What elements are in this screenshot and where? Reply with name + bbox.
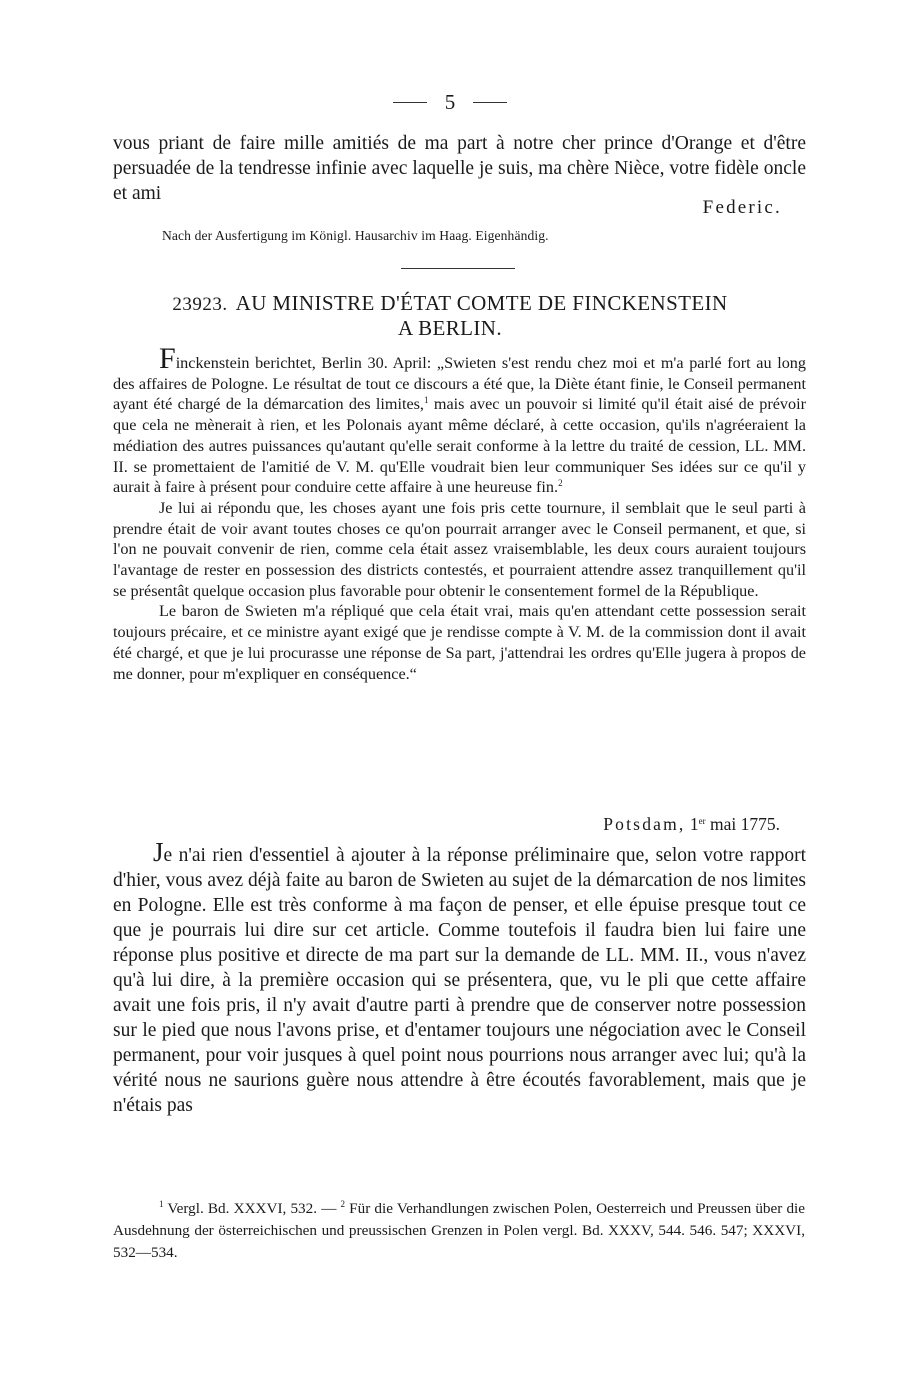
reply-paragraph (113, 837, 806, 1118)
reply-text: e n'ai rien d'essentiel à ajouter à la réponse préliminaire que, selon votre rapport d'hier, vous avez déjà faite au baron de Swieten au sujet de la démarcation de nos limites en Pologne. Elle est très conforme à ma façon de penser, et elle épuise presque tout ce que je pourrais lui dire sur cet article. Comme toutefois il faudra bien lui faire une réponse plus positive et directe de ma part sur la demande de LL. MM. II., vous n'avez qu'à lui dire, à la première occasion qui se présentera, que, vu le pli que cette affaire avait une fois pris, il n'y avait d'autre parti à prendre que de conserver notre possession sur le pied que nous l'avons prise, et d'entamer toujours une négociation avec le Conseil permanent, pour voir jusques à quel point nous pourrions nous arranger avec lui; qu'à la vérité nous ne saurions guère nous attendre à être écoutés favorablement, mais que je n'étais pas (113, 845, 806, 1116)
report-paragraph-3: Le baron de Swieten m'a répliqué que cela était vrai, mais qu'en attendant cette possession serait toujours précaire, et ce ministre ayant exigé que je rendisse compte à V. M. de la commission dont il avait été chargé, et que je lui procurasse une réponse de Sa part, j'attendrai les ordres qu'Elle jugera à propos de me donner, pour m'expliquer en conséquence.“ (113, 602, 806, 683)
footnote-2-text: Für die Verhandlungen zwischen Polen, Oesterreich und Preussen über die Ausdehnung der österreichischen und preussischen Grenzen in Polen vergl. Bd. XXXV, 544. 546. 547; XXXVI, 532—534. (113, 1200, 805, 1261)
header-dash-left (393, 102, 427, 103)
report-initial: F (159, 342, 176, 375)
header-dash-right (473, 102, 507, 103)
footnote-paragraph (113, 1198, 805, 1264)
place-date (603, 814, 780, 835)
letter-heading (0, 291, 900, 316)
source-note: Nach der Ausfertigung im Königl. Hausarchiv im Haag. Eigenhändig. (162, 228, 549, 243)
footnote-ref-1[interactable]: 1 (423, 395, 429, 406)
report-paragraph-1 (113, 342, 806, 498)
letter-title-line1: AU MINISTRE D'ÉTAT COMTE DE FINCKENSTEIN (235, 291, 728, 315)
signature: Federic. (702, 197, 782, 218)
footnote-mark-1: 1 (159, 1199, 164, 1209)
report-p1-text: inckenstein berichtet, Berlin 30. April: „Swieten s'est rendu chez moi et m'a parlé fort au long des affaires de Pologne. Le résultat de tout ce discours a été que, la Diète étant finie, le Conseil permanent ayant été chargé de la démarcation des limites, (113, 354, 806, 414)
report-p1-text-cont: mais avec un pouvoir si limité qu'il était aisé de prévoir que cela ne mènerait à rien, et les Polonais ayant même déclaré, à cette occasion, qu'ils n'agréeraient la médiation des autres puissances qu'autant qu'elle serait conforme à la lettre du traité de cession, LL. MM. II. se promettaient de l'amitié de V. M. qu'Elle voudrait bien leur communiquer Ses idées sur ce qu'il y aurait à faire à présent pour conduire cette affaire à une heureuse fin. (113, 395, 806, 497)
report-quote (113, 342, 806, 684)
place-name: Potsdam, (603, 814, 686, 834)
date-day: 1 (689, 814, 699, 834)
report-paragraph-2: Je lui ai répondu que, les choses ayant une fois pris cette tournure, il semblait que le seul parti à prendre était de voir avant toutes choses ce qu'on pourrait arranger avec le Conseil permanent, et que, si l'on ne pouvait convenir de rien, comme cela était assez vraisemblable, les deux cours auraient toujours l'avantage de rester en possession des districts contestés, et pourraient attendre assez tranquillement qu'il se présentât quelque occasion plus favorable pour obtenir le consentement formel de la République. (113, 498, 806, 600)
date-day-suffix: er (698, 816, 706, 826)
letter-title-line2: A BERLIN. (398, 316, 502, 340)
continuation-text: vous priant de faire mille amitiés de ma part à notre cher prince d'Orange et d'être persuadée de la tendresse infinie avec laquelle je suis, ma chère Nièce, votre fidèle oncle et ami (113, 133, 806, 204)
footnote-ref-2[interactable]: 2 (558, 478, 563, 489)
footnote-mark-2: 2 (340, 1199, 346, 1209)
footnote-1-text: Vergl. Bd. XXXVI, 532. — (163, 1200, 341, 1217)
footnotes (113, 1198, 805, 1264)
reply-initial: J (153, 837, 164, 867)
date-rest: mai 1775. (710, 814, 780, 834)
page-header (0, 88, 900, 116)
reply-letter (113, 837, 806, 1118)
letter-number: 23923. (172, 294, 228, 315)
section-divider (401, 268, 515, 269)
page-number: 5 (444, 89, 456, 114)
